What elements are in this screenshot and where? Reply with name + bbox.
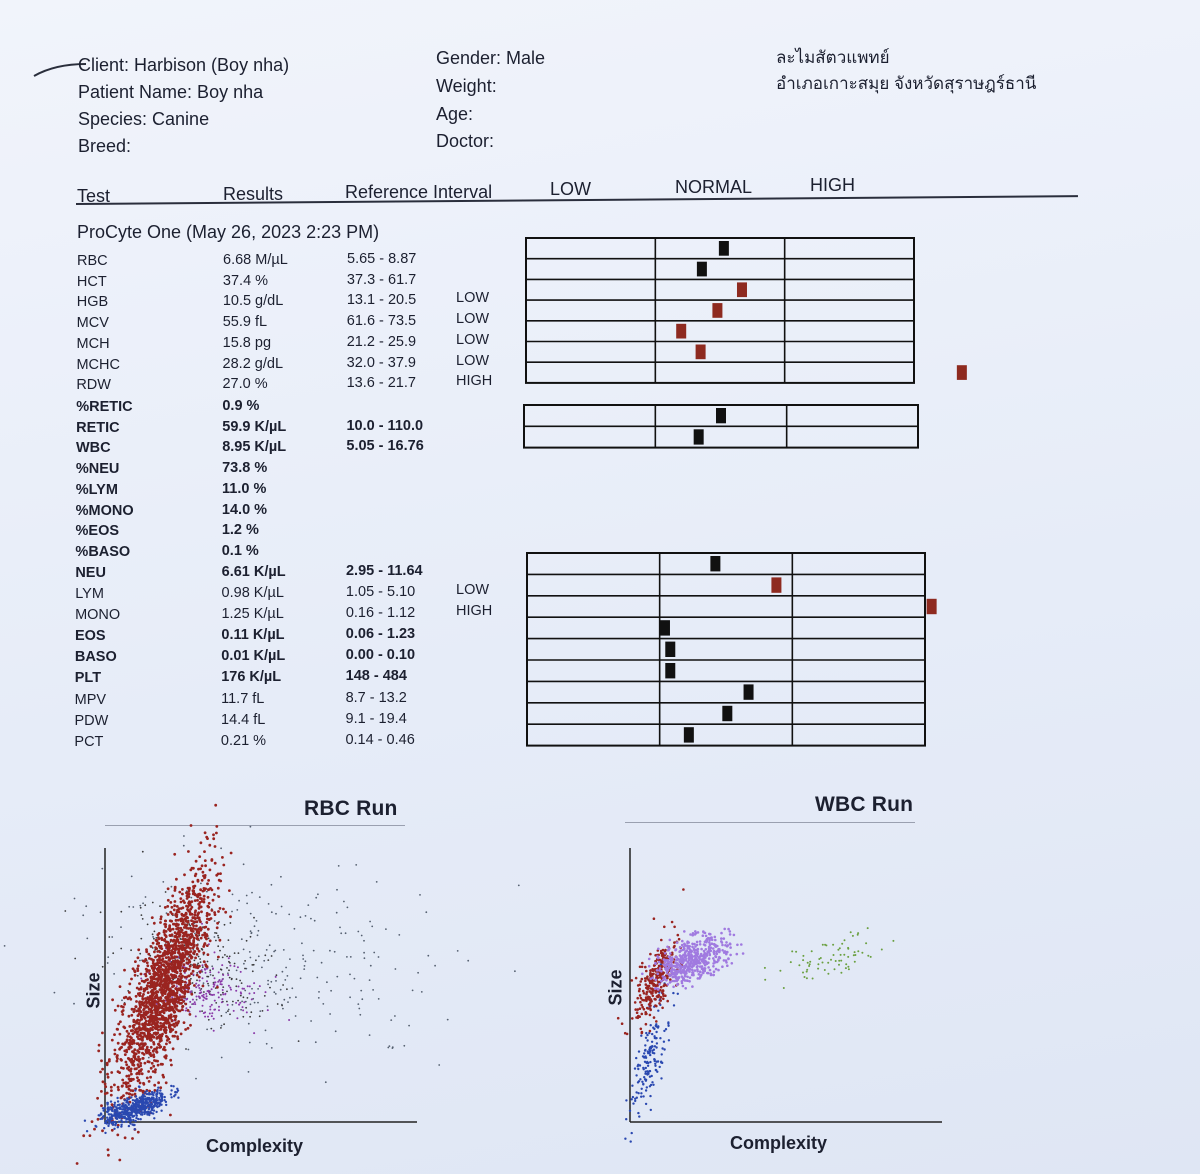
test-result: 1.2 %	[221, 522, 259, 538]
gauge-marker	[716, 408, 726, 423]
test-name: RETIC	[76, 420, 120, 436]
abnormal-flag: LOW	[456, 311, 490, 327]
reference-interval: 61.6 - 73.5	[346, 313, 417, 329]
test-result: 15.8 pg	[222, 335, 272, 351]
column-results: Results	[223, 184, 284, 204]
gauge-marker	[737, 282, 747, 297]
gauge-marker	[696, 345, 706, 360]
rbc-x-label: Complexity	[206, 1136, 304, 1156]
test-result: 28.2 g/dL	[222, 356, 284, 372]
reference-interval: 32.0 - 37.9	[346, 355, 416, 371]
gauge-marker	[660, 620, 670, 635]
gauge-marker	[771, 577, 781, 592]
wbc-title-rule	[625, 822, 915, 823]
reference-interval: 13.1 - 20.5	[346, 292, 417, 308]
species: Species: Canine	[78, 109, 210, 129]
test-result: 10.5 g/dL	[222, 293, 284, 309]
test-name: NEU	[75, 565, 106, 581]
gauge-marker	[676, 324, 686, 339]
test-result: 6.61 K/µL	[221, 564, 286, 580]
rbc-title-rule	[105, 825, 405, 826]
test-result: 55.9 fL	[222, 314, 268, 330]
doctor: Doctor:	[436, 131, 495, 151]
column-high: HIGH	[810, 175, 855, 195]
reference-interval: 1.05 - 5.10	[345, 584, 416, 600]
rbc-y-label: Size	[83, 972, 104, 1009]
wbc-run-title: WBC Run	[815, 793, 914, 816]
abnormal-flag: HIGH	[456, 603, 493, 619]
gauge-marker	[665, 642, 675, 657]
abnormal-flag: LOW	[456, 582, 490, 598]
test-result: 0.9 %	[222, 398, 260, 414]
rbc-scatter-background	[0, 826, 520, 1083]
reference-interval: 2.95 - 11.64	[345, 563, 423, 579]
test-name: HGB	[76, 294, 109, 310]
age: Age:	[436, 104, 474, 124]
test-result: 0.01 K/µL	[221, 648, 286, 664]
reference-interval: 5.65 - 8.87	[347, 251, 417, 267]
reference-interval: 9.1 - 19.4	[345, 711, 407, 727]
test-result: 0.1 %	[221, 543, 259, 559]
lymphocyte-cluster	[624, 963, 679, 1143]
test-result: 11.7 fL	[221, 691, 265, 707]
reference-interval: 37.3 - 61.7	[346, 272, 417, 288]
test-result: 8.95 K/µL	[222, 439, 287, 455]
test-result: 0.98 K/µL	[221, 585, 284, 601]
test-result: 27.0 %	[222, 376, 268, 392]
gauge-marker	[744, 684, 754, 699]
test-name: PLT	[74, 670, 102, 686]
wbc-scatter-plot	[620, 840, 950, 1130]
abnormal-flag: LOW	[456, 332, 490, 348]
test-name: %MONO	[75, 503, 134, 519]
platelet-cluster	[84, 1085, 180, 1134]
reference-interval: 5.05 - 16.76	[346, 438, 424, 454]
test-name: MPV	[74, 692, 107, 708]
reference-interval: 0.14 - 0.46	[345, 732, 415, 748]
gauge-marker	[710, 556, 720, 571]
breed: Breed:	[78, 136, 132, 156]
abnormal-flag: LOW	[456, 353, 490, 369]
gauge-marker	[719, 241, 729, 256]
gauge-marker	[697, 262, 707, 277]
test-name: LYM	[75, 586, 104, 602]
gauge-marker	[957, 365, 967, 380]
test-result: 14.0 %	[221, 502, 268, 518]
test-name: EOS	[74, 628, 106, 644]
wbc-y-label: Size	[605, 969, 626, 1006]
section-title: ProCyte One (May 26, 2023 2:23 PM)	[77, 222, 380, 242]
test-name: %NEU	[75, 461, 120, 477]
test-name: HCT	[76, 274, 107, 290]
test-result: 176 K/µL	[221, 669, 282, 685]
column-test: Test	[77, 186, 111, 206]
test-result: 14.4 fL	[221, 712, 266, 728]
test-result: 11.0 %	[222, 481, 267, 497]
abnormal-flag: HIGH	[456, 373, 493, 389]
gender: Gender: Male	[436, 48, 546, 68]
gauge-marker	[665, 663, 675, 678]
gauge-marker	[684, 727, 694, 742]
test-result: 1.25 K/µL	[221, 606, 284, 622]
test-name: BASO	[74, 649, 117, 665]
gauge-marker	[712, 303, 722, 318]
test-result: 6.68 M/µL	[223, 252, 288, 268]
rbc-scatter-plot	[95, 840, 425, 1130]
eosinophil-cluster	[764, 927, 895, 989]
test-result: 0.21 %	[220, 733, 267, 749]
wbc-x-label: Complexity	[730, 1133, 828, 1153]
rbc-run-title: RBC Run	[304, 797, 398, 820]
reference-interval: 148 - 484	[345, 668, 407, 684]
reference-interval: 0.00 - 0.10	[345, 647, 416, 663]
abnormal-flag: LOW	[456, 290, 490, 306]
test-name: PDW	[74, 713, 109, 729]
client-name: Client: Harbison (Boy nha)	[78, 55, 290, 75]
test-result: 59.9 K/µL	[222, 419, 287, 435]
test-name: %LYM	[75, 482, 118, 498]
reference-interval: 13.6 - 21.7	[346, 375, 416, 391]
reference-interval: 8.7 - 13.2	[345, 690, 407, 706]
test-result: 0.11 K/µL	[221, 627, 285, 643]
test-name: MCV	[76, 315, 109, 331]
gauge-marker	[722, 706, 732, 721]
reference-interval: 0.06 - 1.23	[345, 626, 416, 642]
column-normal: NORMAL	[675, 177, 753, 197]
reference-interval: 21.2 - 25.9	[346, 334, 417, 350]
clinic-address: อำเภอเกาะสมุย จังหวัดสุราษฎร์ธานี	[776, 74, 1037, 93]
test-name: %BASO	[75, 544, 131, 560]
test-name: %EOS	[75, 523, 120, 539]
reference-interval: 10.0 - 110.0	[346, 418, 424, 434]
column-low: LOW	[550, 179, 592, 199]
weight: Weight:	[436, 76, 497, 96]
test-name: MCHC	[76, 357, 120, 373]
test-name: WBC	[75, 440, 111, 456]
test-name: MCH	[76, 336, 110, 352]
reference-interval: 0.16 - 1.12	[345, 605, 416, 621]
red-cell-ghost-cluster	[617, 888, 685, 1035]
gauge-marker	[694, 429, 704, 444]
column-reference: Reference Interval	[345, 182, 493, 202]
test-name: %RETIC	[76, 399, 133, 415]
gauge-marker	[927, 599, 937, 614]
patient-name: Patient Name: Boy nha	[78, 82, 264, 102]
test-name: PCT	[74, 734, 104, 750]
clinic-name: ละไมสัตวแพทย์	[776, 48, 890, 67]
test-result: 73.8 %	[222, 460, 268, 476]
test-name: RDW	[76, 377, 111, 393]
test-name: MONO	[75, 607, 121, 623]
test-name: RBC	[77, 253, 108, 269]
test-result: 37.4 %	[222, 273, 269, 289]
